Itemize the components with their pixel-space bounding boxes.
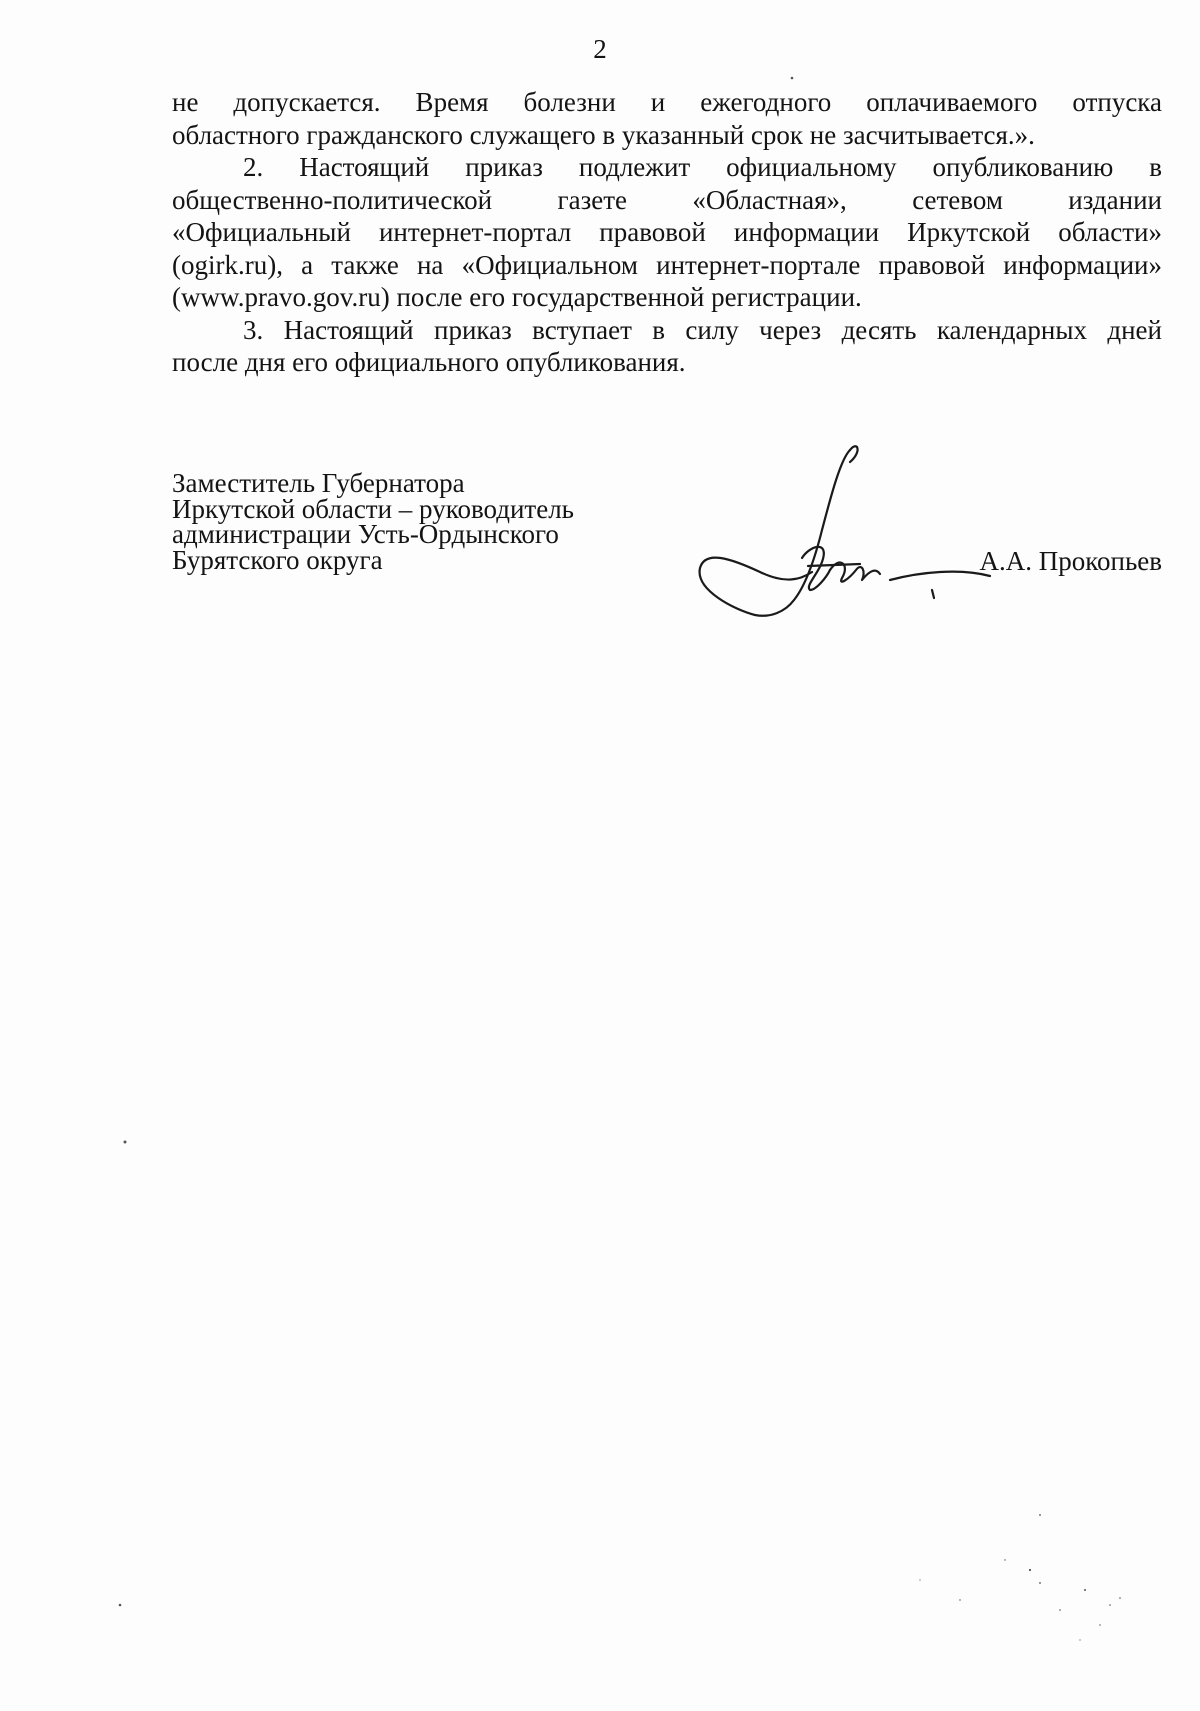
signatory-position: [172, 468, 574, 575]
paragraph-1-line-1: не допускается. Время болезни и ежегодного оплачиваемого отпуска: [172, 87, 1162, 117]
paragraph-3-line-1: 3. Настоящий приказ вступает в силу через десять календарных дней: [243, 314, 1162, 345]
paragraph-3-line-2: после дня его официального опубликования.: [172, 347, 686, 377]
paragraph-2-line-4: (ogirk.ru), а также на «Официальном интернет-портале правовой информации»: [172, 249, 1162, 280]
page-number: 2: [593, 34, 607, 64]
paragraph-2-line-3: «Официальный интернет-портал правовой информации Иркутской области»: [172, 217, 1162, 247]
paragraph-1: [172, 86, 1162, 151]
signer-name: А.А. Прокопьев: [979, 546, 1162, 576]
position-line-1: Заместитель Губернатора: [172, 468, 465, 498]
position-line-3: администрации Усть-Ордынского: [172, 519, 559, 549]
paragraph-2: [172, 151, 1162, 314]
paragraph-2-line-5: (www.pravo.gov.ru) после его государственной регистрации.: [172, 282, 862, 312]
handwritten-signature: [690, 440, 1020, 640]
paragraph-3: [172, 314, 1162, 379]
position-line-2: Иркутской области – руководитель: [172, 493, 574, 524]
paragraph-1-line-2: областного гражданского служащего в указанный срок не засчитывается.».: [172, 119, 1035, 150]
position-line-4: Бурятского округа: [172, 544, 383, 575]
document-body: [172, 86, 1162, 379]
paragraph-2-line-1: 2. Настоящий приказ подлежит официальному опубликованию в: [243, 152, 1162, 182]
paragraph-2-line-2: общественно-политической газете «Областная», сетевом издании: [172, 184, 1162, 215]
